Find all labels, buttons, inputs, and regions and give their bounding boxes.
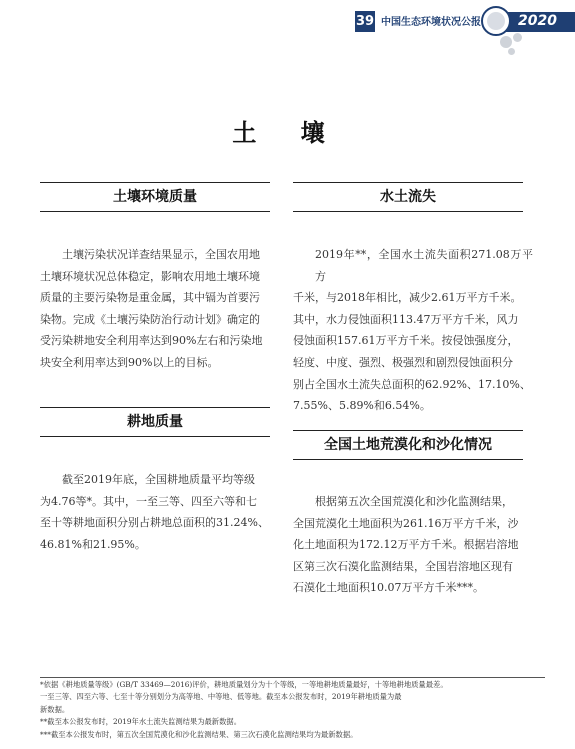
- text-line: 别占全国水土流失总面积的62.92%、17.10%、: [293, 377, 531, 391]
- text-line: 侵蚀面积157.61万平方千米。按侵蚀强度分，: [293, 334, 519, 348]
- text-line: 轻度、中度、强烈、极强烈和剧烈侵蚀面积分: [293, 355, 513, 369]
- farmland-quality-text: [40, 469, 272, 555]
- section-heading-farmland-quality: 耕地质量: [40, 407, 270, 437]
- text-line: 石漠化土地面积10.07万平方千米***。: [293, 581, 484, 595]
- page-number: 39: [355, 11, 375, 32]
- section-heading-soil-quality: 土壤环境质量: [40, 182, 270, 212]
- footnote: 一至三等、四至六等、七至十等分别划分为高等地、中等地、低等地。截至本公报发布时，2019年耕地质量为最: [40, 692, 402, 702]
- text-line: 其中，水力侵蚀面积113.47万平方千米，风力: [293, 312, 519, 326]
- text-line: 7.55%、5.89%和6.54%。: [293, 399, 431, 413]
- text-line: 区第三次石漠化监测结果，全国岩溶地区现有: [293, 559, 513, 573]
- footnote: **截至本公报发布时，2019年水土流失监测结果为最新数据。: [40, 717, 241, 727]
- section-heading-desertification: 全国土地荒漠化和沙化情况: [293, 430, 523, 460]
- text-line: 截至2019年底，全国耕地质量平均等级: [62, 473, 255, 486]
- footnotes: [40, 677, 545, 741]
- section-heading-soil-erosion: 水土流失: [293, 182, 523, 212]
- text-line: 为4.76等*。其中，一至三等、四至六等和七: [40, 494, 257, 508]
- text-line: 根据第五次全国荒漠化和沙化监测结果，: [315, 495, 513, 508]
- footnote: ***截至本公报发布时，第五次全国荒漠化和沙化监测结果、第三次石漠化监测结果均为最新数据。: [40, 729, 358, 739]
- footnote: 新数据。: [40, 704, 70, 714]
- text-line: 千米，与2018年相比，减少2.61万平方千米。: [293, 291, 522, 305]
- text-line: 土壤污染状况详查结果显示，全国农用地: [62, 248, 260, 261]
- page-title: 土 壤: [232, 119, 343, 147]
- desertification-text: [293, 491, 533, 599]
- text-line: 46.81%和21.95%。: [40, 537, 146, 551]
- text-line: 全国荒漠化土地面积为261.16万平方千米，沙: [293, 516, 519, 530]
- logo-ring-inner: [487, 12, 505, 30]
- footnote: *依据《耕地质量等级》(GB/T 33469—2016)评价，耕地质量划分为十个等级，一等地耕地质量最好，十等地耕地质量最差。: [40, 680, 448, 689]
- text-line: 2019年**，全国水土流失面积271.08万平方: [315, 248, 533, 283]
- text-line: 染物。完成《土壤污染防治行动计划》确定的: [40, 312, 260, 326]
- decorative-dot: [508, 48, 515, 55]
- text-line: 块安全利用率达到90%以上的目标。: [40, 355, 219, 369]
- decorative-dot: [500, 36, 512, 48]
- report-year: 2020: [518, 13, 557, 29]
- text-line: 土壤环境状况总体稳定，影响农用地土壤环境: [40, 269, 260, 283]
- soil-quality-text: [40, 244, 272, 374]
- text-line: 受污染耕地安全利用率达到90%左右和污染地: [40, 334, 263, 348]
- text-line: 化土地面积为172.12万平方千米。根据岩溶地: [293, 538, 519, 552]
- text-line: 至十等耕地面积分别占耕地总面积的31.24%、: [40, 516, 269, 530]
- decorative-dot: [513, 33, 522, 42]
- soil-erosion-text: [293, 244, 533, 417]
- running-title: 中国生态环境状况公报: [381, 17, 481, 28]
- text-line: 质量的主要污染物是重金属，其中镉为首要污: [40, 291, 260, 305]
